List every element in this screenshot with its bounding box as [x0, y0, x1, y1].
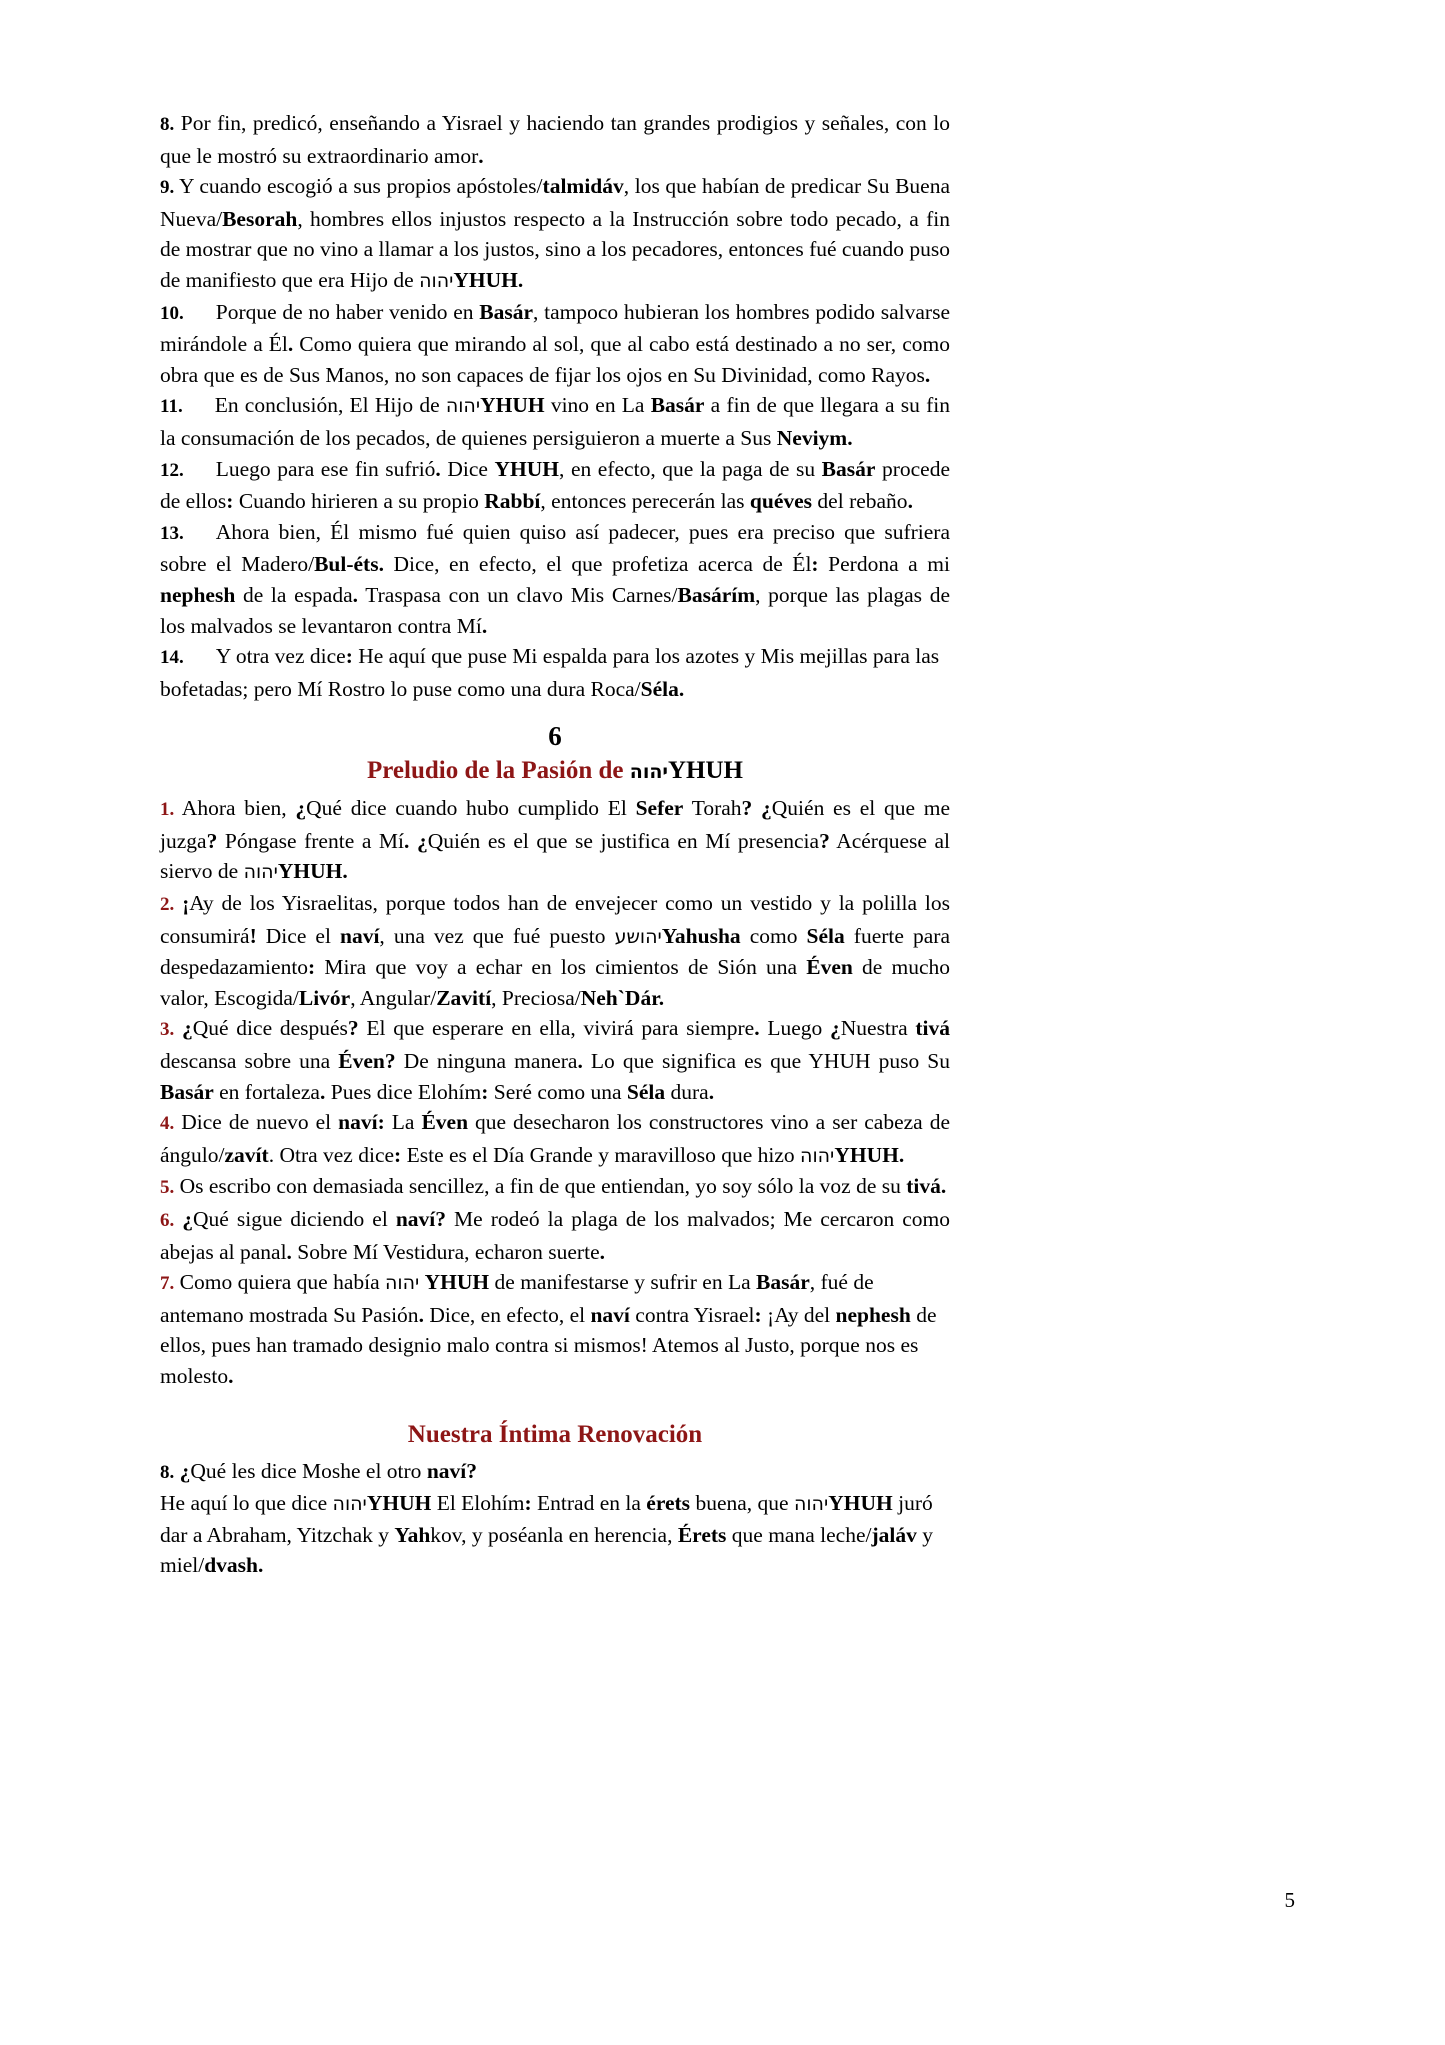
emphasis-term: naví?: [395, 1207, 447, 1231]
text-run: Os escribo con demasiada sencillez, a fin de que entiendan, yo soy sólo la voz de su: [174, 1174, 907, 1199]
text-run: , Angular/: [350, 985, 437, 1010]
emphasis-term: Séla: [626, 1079, 666, 1104]
hebrew-name: יהוה: [419, 269, 454, 292]
emphasis-term: naví: [590, 1302, 630, 1327]
emphasis-term: .: [319, 1079, 326, 1104]
chapter-title-hebrew-yhuh: יהוה: [629, 761, 668, 784]
page-number: 5: [1284, 1888, 1295, 1912]
item-number: 1.: [160, 799, 175, 821]
text-run: De ninguna manera: [395, 1049, 578, 1074]
text-run: Ahora bien,: [174, 796, 296, 821]
emphasis-term: Basár: [650, 393, 705, 418]
emphasis-term: Éven: [806, 955, 853, 980]
text-run: Pues dice Elohím: [325, 1079, 482, 1104]
emphasis-term: Basárím: [677, 582, 756, 607]
text-run: de la espada: [235, 582, 353, 607]
emphasis-term: ?: [819, 828, 830, 853]
emphasis-term: Yahusha: [661, 923, 741, 948]
item-number: 5.: [160, 1177, 175, 1199]
text-run: kov, y poséanla en herencia,: [430, 1522, 678, 1547]
text-run: Y otra vez dice: [215, 644, 346, 669]
text-run: dura: [665, 1079, 709, 1104]
text-run: Y cuando escogió a sus propios apóstoles/: [174, 174, 543, 199]
item-number: 2.: [160, 894, 175, 916]
emphasis-term: ?: [741, 796, 753, 821]
text-run: En conclusión, El Hijo de: [214, 393, 446, 418]
emphasis-term: :: [377, 1110, 385, 1135]
text-run: He aquí lo que dice: [160, 1491, 333, 1516]
emphasis-term: YHUH: [419, 1270, 490, 1295]
emphasis-term: YHUH: [828, 1491, 893, 1516]
emphasis-term: YHUH: [366, 1491, 432, 1516]
text-run: que desecharon los constructores vino a ser cabeza de ángulo/: [160, 1110, 951, 1167]
text-run: vino en La: [544, 393, 651, 418]
emphasis-term: ¿: [182, 1016, 193, 1041]
paragraph: [160, 297, 950, 391]
chapter-title: [160, 754, 950, 789]
paragraph: [160, 1267, 950, 1391]
text-run: , Preciosa/: [491, 985, 581, 1010]
emphasis-term: .: [708, 1079, 715, 1104]
item-number: 8.: [160, 114, 175, 135]
text-run: Dice el: [256, 923, 340, 948]
paragraph: [160, 793, 950, 888]
emphasis-term: naví: [338, 1110, 378, 1135]
emphasis-term: Rabbí: [484, 489, 541, 514]
text-run: [409, 829, 417, 853]
text-run: fuerte para despedazamiento: [160, 923, 950, 980]
emphasis-term: talmidáv: [542, 174, 624, 199]
text-run: Seré como una: [488, 1079, 627, 1104]
emphasis-term: !: [249, 923, 257, 948]
emphasis-term: Neh`Dár.: [580, 985, 665, 1010]
emphasis-term: Zavití: [436, 985, 492, 1010]
text-run: Dice de nuevo el: [174, 1110, 339, 1135]
emphasis-term: jaláv: [871, 1522, 917, 1547]
emphasis-term: naví?: [426, 1458, 477, 1483]
text-run: en fortaleza: [213, 1079, 320, 1104]
text-run: Porque de no haber venido en: [215, 299, 480, 324]
text-run: , entonces perecerán las: [540, 489, 750, 514]
text-run: [174, 891, 182, 915]
text-run: Quién es el que me juzga: [160, 796, 951, 853]
emphasis-term: .: [352, 582, 358, 607]
emphasis-term: :: [226, 489, 234, 514]
emphasis-term: quéves: [749, 489, 813, 514]
paragraph: [160, 517, 950, 641]
paragraph: [160, 1171, 950, 1204]
emphasis-term: ¿: [416, 828, 428, 853]
item-number: 4.: [160, 1113, 175, 1135]
text-run: y miel/: [160, 1522, 933, 1578]
item-number: 12.: [160, 459, 184, 481]
emphasis-term: Sefer: [635, 796, 684, 821]
emphasis-term: .: [287, 332, 294, 357]
emphasis-term: :: [811, 552, 819, 577]
text-run: Ay de los Yisraelitas, porque todos han de envejecer como un vestido y la polilla los consumirá: [160, 891, 950, 948]
text-run: Qué sigue diciendo el: [193, 1207, 396, 1231]
text-run: Qué dice después: [192, 1016, 348, 1041]
text-run: Sobre Mí Vestidura, echaron suerte: [291, 1239, 600, 1264]
text-run: El Elohím: [431, 1491, 525, 1516]
emphasis-term: Séla: [806, 923, 845, 948]
text-run: del rebaño: [812, 489, 908, 514]
text-run: buena, que: [690, 1491, 794, 1516]
paragraph: [160, 1488, 950, 1581]
chapter-items: [160, 793, 950, 1391]
text-run: . Otra vez dice: [268, 1142, 395, 1167]
text-run: Luego: [759, 1016, 830, 1041]
emphasis-term: dvash.: [204, 1553, 264, 1578]
emphasis-term: Éven: [421, 1110, 469, 1135]
emphasis-term: Yah: [394, 1522, 431, 1547]
text-run: Cuando hirieren a su propio: [233, 489, 485, 514]
emphasis-term: ¿: [179, 1458, 191, 1483]
item-number: 9.: [160, 177, 175, 199]
text-run: ¡Ay del: [761, 1302, 836, 1327]
item-indent: [184, 297, 216, 328]
item-number: 10.: [160, 302, 184, 324]
text-run: El que esperare en ella, vivirá para siempre: [358, 1016, 755, 1041]
hebrew-name: יהוה: [243, 861, 278, 884]
emphasis-term: :: [308, 955, 316, 980]
text-run: Mira que voy a echar en los cimientos de Sión una: [315, 955, 807, 980]
emphasis-term: .: [404, 828, 410, 853]
chapter-number: 6: [548, 721, 562, 752]
text-run: , porque las plagas de los malvados se levantaron contra Mí: [160, 582, 950, 638]
emphasis-term: .: [599, 1239, 605, 1264]
paragraph: [160, 1107, 950, 1171]
text-run: Qué dice cuando hubo cumplido El: [306, 796, 636, 821]
text-run: procede de ellos: [160, 456, 950, 514]
emphasis-term: érets: [646, 1491, 691, 1516]
text-run: Torah: [683, 796, 742, 821]
emphasis-term: Basár: [479, 299, 534, 324]
page-content: [160, 108, 950, 1581]
text-run: descansa sobre una: [160, 1049, 339, 1074]
text-run: Qué les dice Moshe el otro: [190, 1458, 427, 1483]
emphasis-term: ¿: [295, 796, 307, 821]
text-run: Dice, en efecto, el: [423, 1302, 591, 1327]
emphasis-term: :: [481, 1079, 489, 1104]
text-run: , tampoco hubieran los hombres podido salvarse mirándole a Él: [160, 299, 950, 357]
item-number: 8.: [160, 1461, 175, 1483]
text-run: Por fin, predicó, enseñando a Yisrael y haciendo tan grandes prodigios y señales, con lo que le mostró su extraordinario amor: [160, 111, 950, 168]
emphasis-term: naví: [339, 923, 380, 948]
paragraph: [160, 888, 950, 1013]
text-run: Entrad en la: [531, 1491, 647, 1516]
text-run: Nuestra: [840, 1016, 916, 1041]
hebrew-name: יהוה: [332, 1493, 367, 1516]
paragraph: [160, 390, 950, 453]
text-run: que mana leche/: [726, 1522, 872, 1547]
text-run: La: [384, 1110, 422, 1135]
section-top-items: [160, 108, 950, 704]
text-run: He aquí que puse Mi espalda para los azotes y Mis mejillas para las bofetadas; pero Mí Rostro lo puse como una dura Roca/: [160, 644, 940, 701]
emphasis-term: YHUH: [480, 393, 545, 418]
emphasis-term: Érets: [677, 1522, 727, 1547]
text-run: de manifestarse y sufrir en La: [489, 1270, 757, 1295]
text-run: de mucho valor, Escogida/: [160, 955, 950, 1010]
emphasis-term: Basár: [821, 456, 876, 481]
paragraph: [160, 171, 950, 296]
emphasis-term: .: [577, 1049, 583, 1074]
emphasis-term: .: [286, 1239, 292, 1264]
text-run: Lo que significa es que YHUH puso Su: [582, 1049, 950, 1074]
text-run: Quién es el que se justifica en Mí presencia: [427, 828, 820, 853]
emphasis-term: Bul-éts.: [314, 552, 384, 577]
emphasis-term: .: [754, 1016, 760, 1041]
emphasis-term: nephesh: [835, 1302, 911, 1327]
item-indent: [184, 517, 216, 548]
chapter-title-yhuh: YHUH: [668, 757, 743, 785]
emphasis-term: Neviym.: [776, 425, 853, 450]
emphasis-term: zavít: [224, 1142, 269, 1167]
paragraph: [160, 641, 950, 704]
emphasis-term: .: [481, 613, 488, 638]
emphasis-term: .: [924, 362, 931, 387]
item-number: 6.: [160, 1210, 175, 1231]
paragraph: [160, 1204, 950, 1267]
emphasis-term: :: [754, 1302, 762, 1327]
emphasis-term: ¿: [830, 1016, 841, 1041]
item-number: 13.: [160, 522, 184, 544]
hebrew-name: יהוה: [793, 1493, 829, 1516]
text-run: Como quiera que había: [174, 1270, 386, 1295]
paragraph: [160, 1456, 950, 1489]
text-run: de ellos, pues han tramado designio malo contra si mismos! Atemos al Justo, porque nos es molesto: [160, 1302, 937, 1388]
hebrew-name: יהוה: [445, 395, 481, 418]
text-run: Dice: [440, 456, 495, 481]
emphasis-term: Basár: [160, 1079, 214, 1104]
emphasis-term: tivá: [915, 1016, 950, 1041]
text-run: Dice, en efecto, el que profetiza acerca de Él: [383, 552, 812, 577]
text-run: Luego para ese fin sufrió: [215, 456, 436, 481]
item-number: 14.: [160, 647, 184, 669]
section-heading-renewal: Nuestra Íntima Renovación: [407, 1420, 703, 1448]
paragraph: [160, 1013, 950, 1107]
hebrew-name: יהוה: [800, 1144, 835, 1167]
emphasis-term: Besorah: [222, 206, 298, 231]
text-run: Póngase frente a Mí: [217, 828, 405, 853]
paragraph: [160, 454, 950, 517]
item-indent: [184, 641, 216, 672]
emphasis-term: ?: [206, 828, 218, 853]
emphasis-term: .: [435, 456, 441, 481]
text-run: Traspasa con un clavo Mis Carnes/: [357, 582, 678, 607]
text-run: , en efecto, que la paga de su: [559, 456, 822, 481]
emphasis-term: ¿: [182, 1207, 194, 1231]
text-run: [174, 1016, 182, 1040]
text-run: Este es el Día Grande y maravilloso que hizo: [401, 1142, 801, 1167]
text-run: , fué de antemano mostrada Su Pasión: [160, 1270, 874, 1327]
emphasis-term: Basár: [756, 1270, 810, 1295]
emphasis-term: .: [418, 1302, 424, 1327]
text-run: , una vez que fué puesto: [379, 923, 615, 948]
paragraph: [160, 108, 950, 171]
emphasis-term: nephesh: [160, 582, 236, 607]
emphasis-term: Éven?: [338, 1049, 396, 1074]
item-number: 11.: [160, 396, 183, 418]
item-indent: [184, 454, 216, 485]
text-run: como: [740, 923, 807, 948]
text-run: juró dar a Abraham, Yitzchak y: [160, 1491, 933, 1547]
item-indent: [183, 390, 215, 421]
text-run: , hombres ellos injustos respecto a la Instrucción sobre todo pecado, a fin de mostrar que no vino a llamar a los justos, sino a los pecadores, entonces fué cuando puso de manifiesto que era Hijo de: [160, 206, 950, 292]
emphasis-term: Livór: [298, 985, 351, 1010]
text-run: Perdona a mi: [818, 552, 950, 577]
emphasis-term: ?: [347, 1016, 359, 1041]
hebrew-name: יהושע: [614, 925, 662, 948]
emphasis-term: :: [345, 644, 353, 669]
text-run: contra Yisrael: [629, 1302, 755, 1327]
text-run: Me rodeó la plaga de los malvados; Me cercaron como abejas al panal: [160, 1207, 950, 1264]
text-run: Ahora bien, Él mismo fué quien quiso así padecer, pues era preciso que sufriera sobre el Madero/: [160, 519, 950, 577]
emphasis-term: YHUH.: [453, 267, 524, 292]
emphasis-term: ¿: [761, 796, 772, 821]
emphasis-term: :: [524, 1491, 532, 1516]
text-run: Acérquese al siervo de: [160, 828, 951, 884]
section-renewal-items: [160, 1456, 950, 1581]
emphasis-term: Séla.: [640, 676, 685, 701]
emphasis-term: .: [907, 489, 913, 514]
hebrew-name: יהוה: [385, 1272, 420, 1295]
emphasis-term: :: [394, 1142, 402, 1167]
text-run: [752, 796, 761, 820]
emphasis-term: YHUH.: [834, 1142, 905, 1167]
text-run: Como quiera que mirando al sol, que al cabo está destinado a no ser, como obra que es de Sus Manos, no son capaces de fijar los ojos en Su Divinidad, como Rayos: [160, 332, 950, 387]
emphasis-term: .: [478, 143, 484, 168]
emphasis-term: .: [228, 1363, 234, 1388]
text-run: a fin de que llegara a su fin la consumación de los pecados, de quienes persiguieron a muerte a Sus: [160, 393, 950, 450]
text-run: , los que habían de predicar Su Buena Nueva/: [160, 174, 950, 231]
emphasis-term: YHUH.: [277, 859, 348, 884]
emphasis-term: YHUH: [494, 456, 560, 481]
emphasis-term: tivá.: [906, 1174, 947, 1199]
chapter-title-red: Preludio de la Pasión de: [367, 757, 630, 785]
item-number: 3.: [160, 1019, 175, 1041]
item-number: 7.: [160, 1273, 175, 1295]
emphasis-term: ¡: [182, 891, 190, 916]
